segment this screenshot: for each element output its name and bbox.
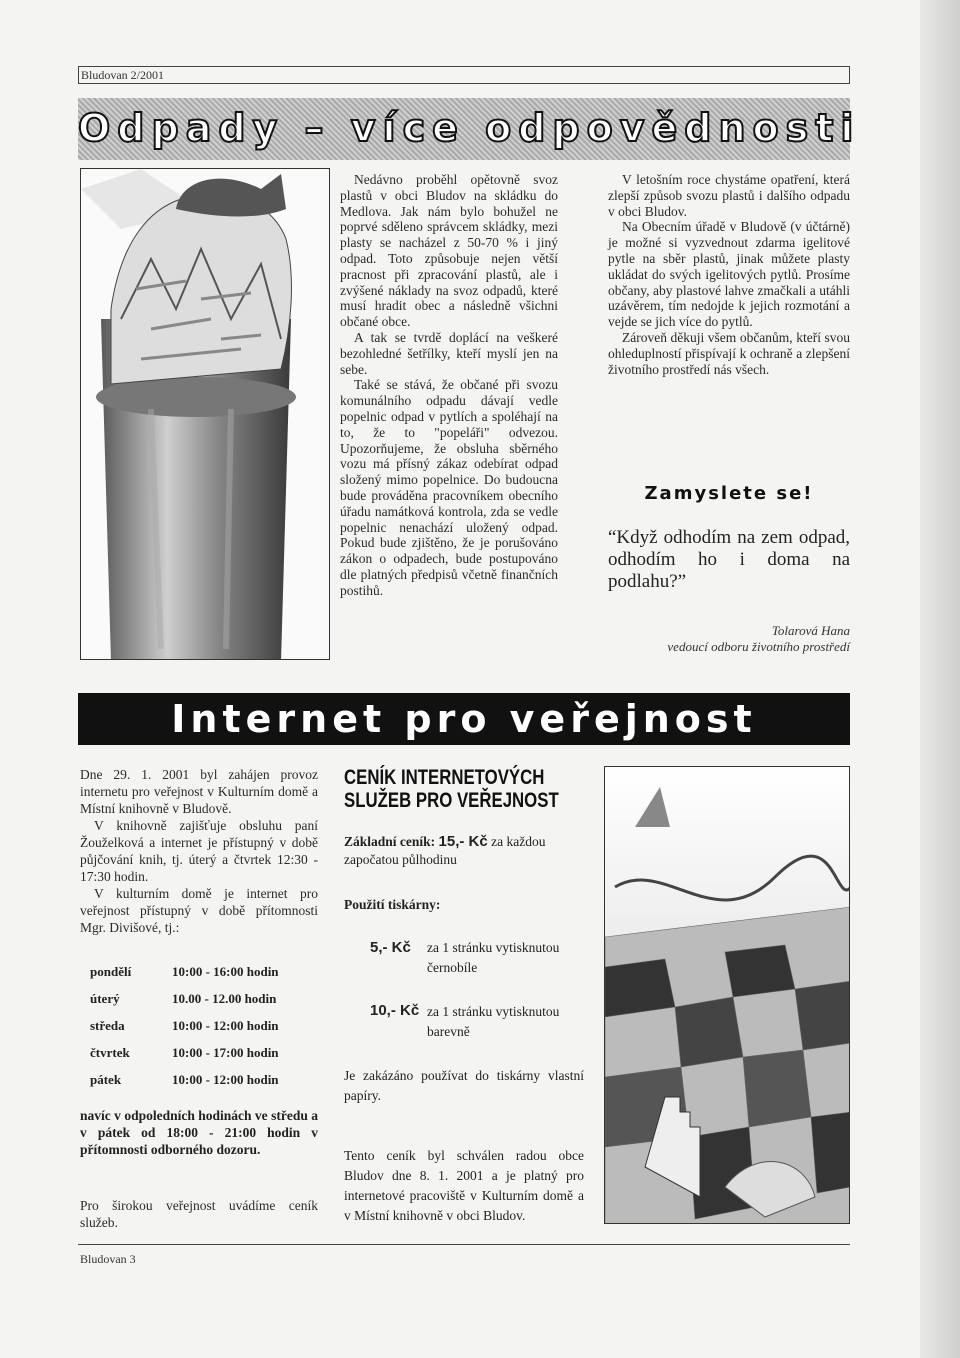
- hours-time: 10:00 - 12:00 hodin: [172, 1072, 279, 1087]
- paragraph: Nedávno proběhl opětovně svoz plastů v obci Bludov na skládku do Medlova. Jak nám bylo bohužel ne poprvé sděleno správcem skládky, mezi plasty se nacházel z 50-70 % i jiný odpad. Toto způsobuje nejen větší pracnost při zpracování plastů, ale i zvýšené náklady na svoz odpadů, které musí hradit obec a následně všichni občané obce.: [340, 172, 558, 330]
- hours-day: pátek: [90, 1072, 122, 1087]
- paragraph: V knihovně zajišťuje obsluhu paní Žouželková a internet je přístupný v době půjčování knih, tj. úterý a čtvrtek 12:30 - 17:30 hodin.: [80, 818, 318, 884]
- hours-day: středa: [90, 1018, 125, 1033]
- hours-time: 10.00 - 12.00 hodin: [172, 991, 277, 1006]
- paragraph: Také se stává, že občané při svozu komunálního odpadu dávají vedle popelnic odpad v pytlích a spoléhají na to, že to "popeláři" odvezou. Upozorňujeme, že obsluha sběrného vozu má přísný zákaz odebírat odpad složený mimo popelnice. Do budoucna bude prováděna pracovníkem obecního úřadu namátková kontrola, zda se vedle popelnic nenachází uložený odpad. Pokud bude zjištěno, že je porušováno zákon o odpadech, bude postupováno dle platných předpisů včetně finančních postihů.: [340, 377, 558, 598]
- hours-time: 10:00 - 12:00 hodin: [172, 1018, 279, 1033]
- quote-text: “Když odhodím na zem odpad, odhodím ho i doma na podlahu?”: [608, 527, 850, 592]
- base-price-label: Základní ceník:: [344, 834, 436, 849]
- article1-column-right: [608, 172, 850, 377]
- hours-row: [80, 1018, 318, 1045]
- author-name: Tolarová Hana: [771, 623, 850, 638]
- hours-time: 10:00 - 17:00 hodin: [172, 1045, 279, 1060]
- paragraph: V kulturním domě je internet pro veřejnost přístupný v době přítomnosti Mgr. Divišové, tj.:: [80, 886, 318, 935]
- paragraph: V letošním roce chystáme opatření, která zlepší způsob svozu plastů i dalšího odpadu v obci Bludov.: [608, 172, 850, 219]
- printer-price-bw: 5,- Kč: [370, 939, 411, 956]
- hours-day: úterý: [90, 991, 120, 1006]
- printer-heading: Použití tiskárny:: [344, 897, 441, 912]
- article2-intro: [80, 766, 318, 936]
- hours-day: čtvrtek: [90, 1045, 130, 1060]
- footer-divider: [78, 1244, 850, 1245]
- zamyslete-heading: Zamyslete se!: [644, 483, 814, 504]
- issue-header: [78, 66, 850, 84]
- surreal-chessboard-illustration: [604, 766, 850, 1224]
- hours-row: [80, 964, 318, 991]
- hours-time: 10:00 - 16:00 hodin: [172, 964, 279, 979]
- issue-label: Bludovan 2/2001: [81, 68, 164, 82]
- printer-price-color: 10,- Kč: [370, 1002, 420, 1019]
- base-price-text: za každou započatou půlhodinu: [344, 834, 546, 867]
- article-title-internet: Internet pro veřejnost: [171, 697, 757, 741]
- price-list-intro: Pro širokou veřejnost uvádíme ceník služeb.: [80, 1198, 318, 1230]
- extra-hours-note: navíc v odpoledních hodinách ve středu a v pátek od 18:00 - 21:00 hodin v přítomnosti odborného dozoru.: [80, 1108, 318, 1157]
- quote-author: [608, 623, 850, 655]
- opening-hours-table: [80, 964, 318, 1099]
- paragraph: Na Obecním úřadě v Bludově (v účtárně) je možné si vyzvednout zdarma igelitové pytle na sběr plastů, jinak můžete plasty ukládat do svých igelitových pytlů. Prosíme občany, aby plastové lahve zmačkali a utáhli uzávěrem, tím nedojde k jejich rozmotání a vejde se jich více do pytlů.: [608, 219, 850, 330]
- base-price: [344, 833, 584, 869]
- author-role: vedoucí odboru životního prostředí: [667, 639, 850, 654]
- hours-row: [80, 1045, 318, 1072]
- base-price-value: 15,- Kč: [438, 833, 488, 850]
- hours-row: [80, 991, 318, 1018]
- page-gutter-shadow: [920, 0, 960, 1358]
- paragraph: A tak se tvrdě doplácí na veškeré bezohledné šetřílky, kteří myslí jen na sebe.: [340, 329, 558, 377]
- article-banner-odpady: [78, 98, 861, 160]
- article-banner-internet: [78, 693, 850, 745]
- article-title-odpady: Odpady – více odpovědnosti: [78, 106, 861, 150]
- hours-row: [80, 1072, 318, 1099]
- printer-price-color-text: za 1 stránku vytisknutou barevně: [427, 1004, 560, 1039]
- article1-column-middle: [340, 172, 558, 599]
- printer-price-bw-text: za 1 stránku vytisknutou černobíle: [427, 940, 560, 975]
- trash-can-illustration: [80, 168, 330, 660]
- paragraph: Zároveň děkuji všem občanům, kteří svou ohleduplností přispívají k ochraně a zlepšení životního prostředí nás všech.: [608, 329, 850, 377]
- printer-note: Je zakázáno používat do tiskárny vlastní papíry.: [344, 1068, 584, 1103]
- paragraph: Dne 29. 1. 2001 byl zahájen provoz internetu pro veřejnost v Kulturním domě a Místní knihovně v Bludově.: [80, 767, 318, 816]
- price-approval-note: Tento ceník byl schválen radou obce Bludov dne 8. 1. 2001 a je platný pro internetové pracoviště v Kulturním domě a v Místní knihovně v obci Bludov.: [344, 1148, 584, 1223]
- price-list-title: [344, 766, 600, 812]
- price-list-title-line2: SLUŽEB PRO VEŘEJNOST: [344, 789, 559, 812]
- price-list-title-line1: CENÍK INTERNETOVÝCH: [344, 766, 545, 789]
- hours-day: pondělí: [90, 964, 132, 979]
- page-footer: Bludovan 3: [80, 1252, 136, 1266]
